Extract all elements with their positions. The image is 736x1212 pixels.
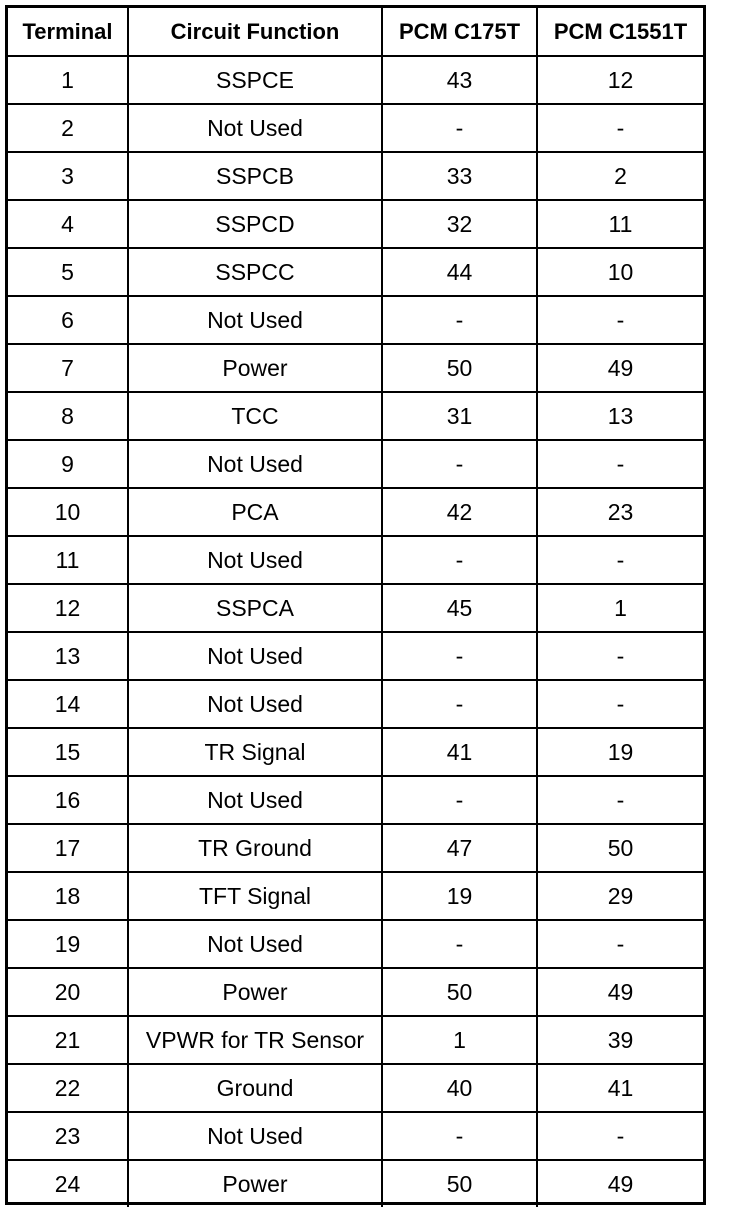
cell-pcm-c175t: 50 — [382, 1160, 537, 1207]
table-row — [8, 1016, 703, 1064]
cell-pcm-c1551t: 49 — [537, 1160, 703, 1207]
cell-circuit-function: TCC — [128, 392, 382, 440]
cell-pcm-c175t: - — [382, 632, 537, 680]
cell-pcm-c1551t: 10 — [537, 248, 703, 296]
cell-terminal: 17 — [8, 824, 128, 872]
cell-pcm-c175t: - — [382, 536, 537, 584]
cell-pcm-c175t: - — [382, 296, 537, 344]
cell-circuit-function: Not Used — [128, 920, 382, 968]
cell-pcm-c175t: - — [382, 1112, 537, 1160]
cell-terminal: 18 — [8, 872, 128, 920]
cell-pcm-c175t: 32 — [382, 200, 537, 248]
cell-pcm-c175t: 42 — [382, 488, 537, 536]
cell-pcm-c175t: 40 — [382, 1064, 537, 1112]
header-terminal: Terminal — [8, 8, 128, 56]
table-row — [8, 872, 703, 920]
cell-terminal: 4 — [8, 200, 128, 248]
cell-terminal: 23 — [8, 1112, 128, 1160]
table-row — [8, 824, 703, 872]
cell-terminal: 19 — [8, 920, 128, 968]
cell-pcm-c175t: - — [382, 440, 537, 488]
cell-pcm-c175t: 31 — [382, 392, 537, 440]
cell-circuit-function: VPWR for TR Sensor — [128, 1016, 382, 1064]
terminal-table — [8, 8, 703, 1207]
cell-pcm-c1551t: - — [537, 104, 703, 152]
table-row — [8, 296, 703, 344]
cell-circuit-function: TFT Signal — [128, 872, 382, 920]
cell-pcm-c175t: 41 — [382, 728, 537, 776]
cell-pcm-c1551t: - — [537, 536, 703, 584]
cell-circuit-function: Not Used — [128, 680, 382, 728]
table-row — [8, 728, 703, 776]
cell-pcm-c175t: 45 — [382, 584, 537, 632]
cell-pcm-c1551t: - — [537, 776, 703, 824]
table-row — [8, 104, 703, 152]
cell-pcm-c175t: 43 — [382, 56, 537, 104]
cell-terminal: 24 — [8, 1160, 128, 1207]
table-row — [8, 920, 703, 968]
cell-pcm-c1551t: 29 — [537, 872, 703, 920]
cell-terminal: 12 — [8, 584, 128, 632]
cell-terminal: 13 — [8, 632, 128, 680]
cell-circuit-function: Not Used — [128, 632, 382, 680]
cell-terminal: 5 — [8, 248, 128, 296]
cell-circuit-function: PCA — [128, 488, 382, 536]
cell-pcm-c175t: - — [382, 680, 537, 728]
cell-circuit-function: TR Signal — [128, 728, 382, 776]
table-row — [8, 200, 703, 248]
cell-pcm-c1551t: - — [537, 1112, 703, 1160]
header-pcm-c1551t: PCM C1551T — [537, 8, 703, 56]
table-row — [8, 1160, 703, 1207]
cell-terminal: 10 — [8, 488, 128, 536]
cell-pcm-c175t: - — [382, 920, 537, 968]
cell-circuit-function: SSPCB — [128, 152, 382, 200]
cell-terminal: 7 — [8, 344, 128, 392]
table-row — [8, 488, 703, 536]
cell-pcm-c1551t: - — [537, 632, 703, 680]
cell-circuit-function: Power — [128, 968, 382, 1016]
table-row — [8, 536, 703, 584]
cell-pcm-c1551t: 11 — [537, 200, 703, 248]
cell-pcm-c1551t: 1 — [537, 584, 703, 632]
header-pcm-c175t: PCM C175T — [382, 8, 537, 56]
table-row — [8, 56, 703, 104]
cell-circuit-function: Power — [128, 344, 382, 392]
cell-circuit-function: Not Used — [128, 536, 382, 584]
cell-pcm-c1551t: 13 — [537, 392, 703, 440]
cell-circuit-function: Ground — [128, 1064, 382, 1112]
table-header — [8, 8, 703, 56]
cell-circuit-function: SSPCD — [128, 200, 382, 248]
cell-pcm-c1551t: - — [537, 920, 703, 968]
cell-terminal: 22 — [8, 1064, 128, 1112]
cell-circuit-function: Not Used — [128, 776, 382, 824]
cell-terminal: 21 — [8, 1016, 128, 1064]
header-row — [8, 8, 703, 56]
cell-terminal: 1 — [8, 56, 128, 104]
cell-circuit-function: SSPCA — [128, 584, 382, 632]
cell-pcm-c175t: 44 — [382, 248, 537, 296]
table-row — [8, 440, 703, 488]
cell-terminal: 9 — [8, 440, 128, 488]
table-row — [8, 968, 703, 1016]
cell-pcm-c1551t: - — [537, 440, 703, 488]
cell-terminal: 15 — [8, 728, 128, 776]
table-row — [8, 680, 703, 728]
cell-circuit-function: SSPCE — [128, 56, 382, 104]
cell-pcm-c175t: 19 — [382, 872, 537, 920]
cell-terminal: 3 — [8, 152, 128, 200]
cell-circuit-function: Not Used — [128, 1112, 382, 1160]
cell-pcm-c1551t: - — [537, 296, 703, 344]
cell-terminal: 14 — [8, 680, 128, 728]
table-row — [8, 392, 703, 440]
cell-pcm-c1551t: 12 — [537, 56, 703, 104]
cell-pcm-c1551t: 49 — [537, 968, 703, 1016]
cell-pcm-c1551t: 2 — [537, 152, 703, 200]
cell-pcm-c175t: 33 — [382, 152, 537, 200]
cell-pcm-c175t: 50 — [382, 968, 537, 1016]
cell-terminal: 20 — [8, 968, 128, 1016]
cell-circuit-function: Not Used — [128, 104, 382, 152]
cell-pcm-c175t: 50 — [382, 344, 537, 392]
cell-terminal: 2 — [8, 104, 128, 152]
table-row — [8, 248, 703, 296]
cell-terminal: 8 — [8, 392, 128, 440]
cell-pcm-c1551t: 39 — [537, 1016, 703, 1064]
cell-pcm-c1551t: 49 — [537, 344, 703, 392]
cell-pcm-c175t: - — [382, 776, 537, 824]
header-circuit-function: Circuit Function — [128, 8, 382, 56]
table-row — [8, 1064, 703, 1112]
cell-pcm-c1551t: 50 — [537, 824, 703, 872]
cell-pcm-c175t: 47 — [382, 824, 537, 872]
table-row — [8, 632, 703, 680]
table-row — [8, 584, 703, 632]
cell-circuit-function: TR Ground — [128, 824, 382, 872]
cell-circuit-function: Not Used — [128, 440, 382, 488]
table-row — [8, 152, 703, 200]
cell-circuit-function: Not Used — [128, 296, 382, 344]
terminal-table-frame — [5, 5, 706, 1205]
table-row — [8, 776, 703, 824]
cell-pcm-c1551t: 23 — [537, 488, 703, 536]
cell-pcm-c175t: - — [382, 104, 537, 152]
cell-pcm-c1551t: - — [537, 680, 703, 728]
cell-terminal: 11 — [8, 536, 128, 584]
cell-circuit-function: Power — [128, 1160, 382, 1207]
table-body — [8, 56, 703, 1207]
table-row — [8, 1112, 703, 1160]
cell-pcm-c1551t: 41 — [537, 1064, 703, 1112]
cell-terminal: 6 — [8, 296, 128, 344]
cell-circuit-function: SSPCC — [128, 248, 382, 296]
cell-terminal: 16 — [8, 776, 128, 824]
cell-pcm-c1551t: 19 — [537, 728, 703, 776]
cell-pcm-c175t: 1 — [382, 1016, 537, 1064]
table-row — [8, 344, 703, 392]
